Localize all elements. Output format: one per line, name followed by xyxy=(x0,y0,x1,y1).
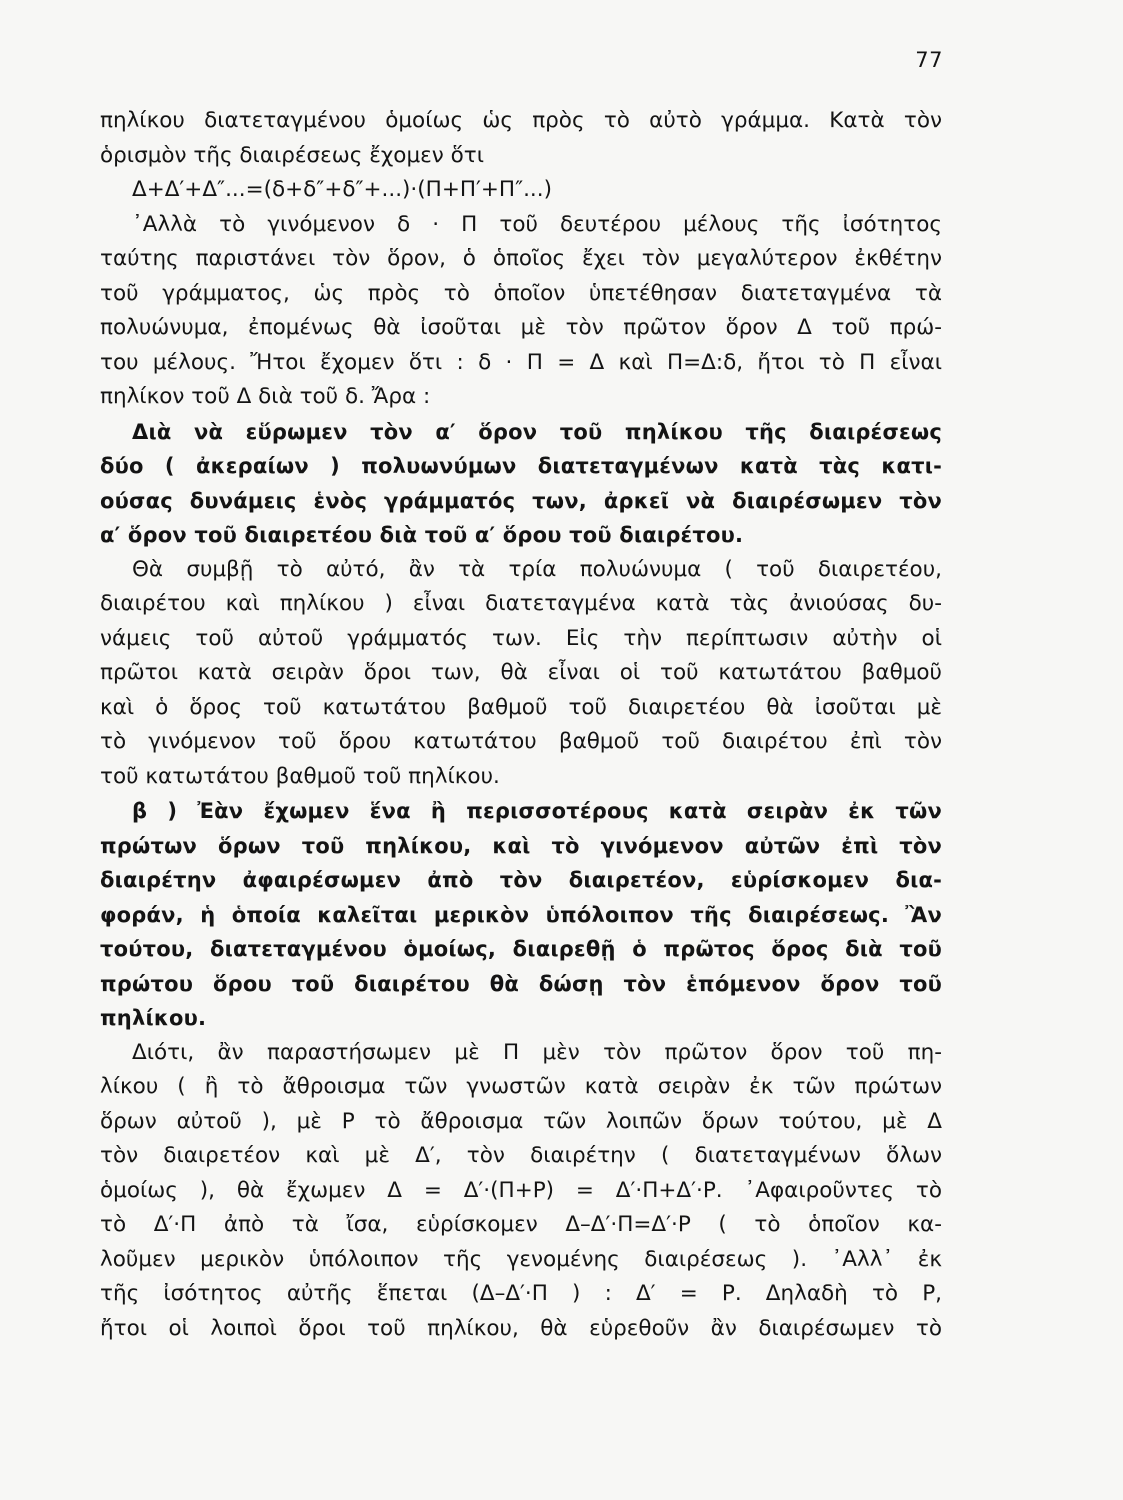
text-line: τοῦ γράμματος, ὡς πρὸς τὸ ὁποῖον ὑπετέθησαν διατεταγμένα τὰ xyxy=(100,280,942,306)
text-line: πρώτων ὅρων τοῦ πηλίκου, καὶ τὸ γινόμενον αὐτῶν ἐπὶ τὸν xyxy=(100,833,942,858)
text-line: τῆς ἰσότητος αὐτῆς ἕπεται (Δ–Δ′·Π ) : Δ′ = Ρ. Δηλαδὴ τὸ Ρ, xyxy=(100,1281,942,1306)
text-line: ούσας δυνάμεις ἑνὸς γράμματός των, ἀρκεῖ νὰ διαιρέσωμεν τὸν xyxy=(100,488,942,513)
text-line: πολυώνυμα, ἐπομένως θὰ ἰσοῦται μὲ τὸν πρῶτον ὅρον Δ τοῦ πρώ- xyxy=(100,315,942,340)
page-number: 77 xyxy=(915,48,943,72)
text-line: πηλίκον τοῦ Δ διὰ τοῦ δ. Ἄρα : xyxy=(100,384,431,409)
text-line: του μέλους. Ἤτοι ἔχομεν ὅτι : δ · Π = Δ καὶ Π=Δ:δ, ἤτοι τὸ Π εἶναι xyxy=(100,349,942,375)
text-line: Δ+Δ′+Δ″...=(δ+δ″+δ″+...)·(Π+Π′+Π″...) xyxy=(132,177,552,202)
text-line: πρώτου ὅρου τοῦ διαιρέτου θὰ δώσῃ τὸν ἑπόμενον ὅρον τοῦ xyxy=(100,971,942,996)
text-line: τοῦ κατωτάτου βαθμοῦ τοῦ πηλίκου. xyxy=(100,763,500,789)
text-line: β ) Ἐὰν ἔχωμεν ἕνα ἢ περισσοτέρους κατὰ σειρὰν ἐκ τῶν xyxy=(132,799,942,823)
text-line: πηλίκου. xyxy=(100,1006,207,1030)
text-line: πηλίκου διατεταγμένου ὁμοίως ὡς πρὸς τὸ αὐτὸ γράμμα. Κατὰ τὸν xyxy=(100,108,942,133)
text-line: ὁρισμὸν τῆς διαιρέσεως ἔχομεν ὅτι xyxy=(100,142,484,168)
text-line: ταύτης παριστάνει τὸν ὅρον, ὁ ὁποῖος ἔχει τὸν μεγαλύτερον ἐκθέτην xyxy=(100,246,942,271)
text-line: πρῶτοι κατὰ σειρὰν ὅροι των, θὰ εἶναι οἱ τοῦ κατωτάτου βαθμοῦ xyxy=(100,660,942,685)
text-line: τούτου, διατεταγμένου ὁμοίως, διαιρεθῇ ὁ πρῶτος ὅρος διὰ τοῦ xyxy=(100,937,942,961)
text-line: δύο ( ἀκεραίων ) πολυωνύμων διατεταγμένων κατὰ τὰς κατι- xyxy=(100,454,942,478)
text-line: Διὰ νὰ εὕρωμεν τὸν α′ ὅρον τοῦ πηλίκου τῆς διαιρέσεως xyxy=(132,419,942,444)
text-line: ὁμοίως ), θὰ ἔχωμεν Δ = Δ′·(Π+Ρ) = Δ′·Π+Δ′·Ρ. ᾿Αφαιροῦντες τὸ xyxy=(100,1177,942,1203)
text-line: τὸ γινόμενον τοῦ ὅρου κατωτάτου βαθμοῦ τοῦ διαιρέτου ἐπὶ τὸν xyxy=(100,729,942,754)
text-line: Θὰ συμβῇ τὸ αὐτό, ἂν τὰ τρία πολυώνυμα ( τοῦ διαιρετέου, xyxy=(132,556,942,582)
text-line: ἤτοι οἱ λοιποὶ ὅροι τοῦ πηλίκου, θὰ εὑρεθοῦν ἂν διαιρέσωμεν τὸ xyxy=(100,1315,942,1341)
text-line: ᾿Αλλὰ τὸ γινόμενον δ · Π τοῦ δευτέρου μέλους τῆς ἰσότητος xyxy=(132,211,942,237)
text-line: τὸ Δ′·Π ἀπὸ τὰ ἴσα, εὑρίσκομεν Δ–Δ′·Π=Δ′·Ρ ( τὸ ὁποῖον κα- xyxy=(100,1212,942,1237)
text-line: διαιρέτην ἀφαιρέσωμεν ἀπὸ τὸν διαιρετέον, εὑρίσκομεν δια- xyxy=(100,868,942,892)
text-line: καὶ ὁ ὅρος τοῦ κατωτάτου βαθμοῦ τοῦ διαιρετέου θὰ ἰσοῦται μὲ xyxy=(100,694,942,720)
text-line: νάμεις τοῦ αὐτοῦ γράμματός των. Εἰς τὴν περίπτωσιν αὐτὴν οἱ xyxy=(100,625,942,651)
page-body-text xyxy=(100,104,942,1346)
text-line: ὅρων αὐτοῦ ), μὲ Ρ τὸ ἄθροισμα τῶν λοιπῶν ὅρων τούτου, μὲ Δ xyxy=(100,1108,942,1134)
text-line: α′ ὅρον τοῦ διαιρετέου διὰ τοῦ α′ ὅρου τοῦ διαιρέτου. xyxy=(100,523,744,547)
text-line: Διότι, ἂν παραστήσωμεν μὲ Π μὲν τὸν πρῶτον ὅρον τοῦ πη- xyxy=(132,1039,942,1065)
text-line: διαιρέτου καὶ πηλίκου ) εἶναι διατεταγμένα κατὰ τὰς ἀνιούσας δυ- xyxy=(100,591,942,616)
text-line: φοράν, ἡ ὁποία καλεῖται μερικὸν ὑπόλοιπον τῆς διαιρέσεως. Ἂν xyxy=(100,902,942,927)
text-line: λοῦμεν μερικὸν ὑπόλοιπον τῆς γενομένης διαιρέσεως ). ᾿Αλλ᾿ ἐκ xyxy=(100,1246,942,1272)
text-line: τὸν διαιρετέον καὶ μὲ Δ′, τὸν διαιρέτην ( διατεταγμένων ὅλων xyxy=(100,1143,942,1168)
text-line: λίκου ( ἢ τὸ ἄθροισμα τῶν γνωστῶν κατὰ σειρὰν ἐκ τῶν πρώτων xyxy=(100,1074,942,1099)
